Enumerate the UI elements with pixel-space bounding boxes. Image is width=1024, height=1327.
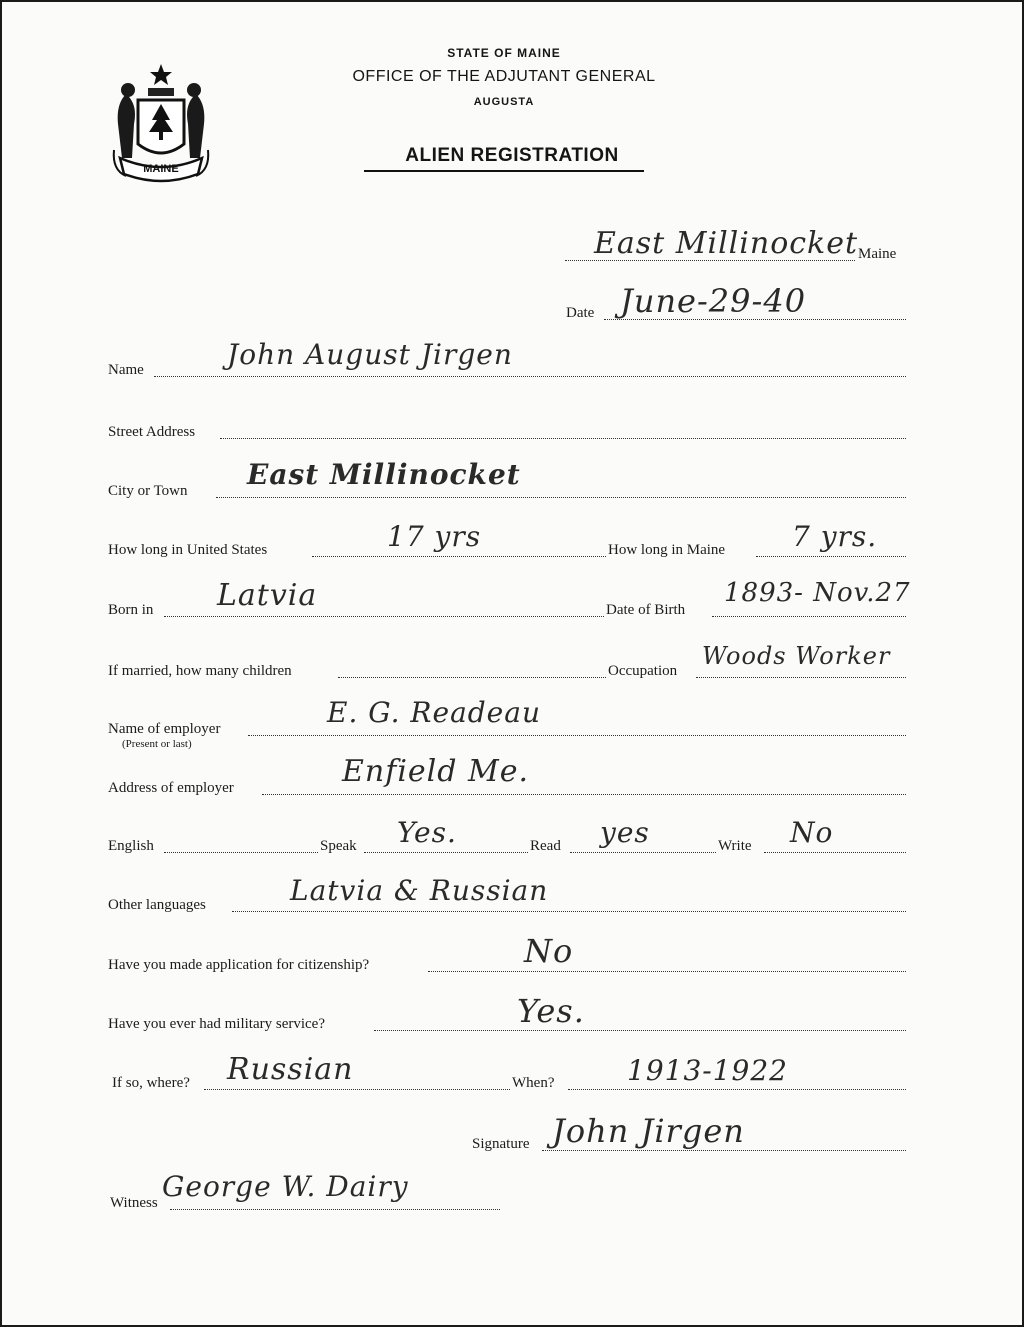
employer-value: E. G. Readeau (327, 696, 541, 729)
employer-address-value: Enfield Me. (342, 754, 530, 789)
name-value: John August Jirgen (227, 338, 513, 371)
street-line (220, 438, 906, 439)
maine-label: How long in Maine (608, 542, 726, 558)
city-line (216, 497, 906, 498)
military-label: Have you ever had military service? (108, 1016, 325, 1032)
signature-line (542, 1150, 906, 1151)
occupation-label: Occupation (608, 663, 678, 679)
occupation-value: Woods Worker (702, 642, 891, 670)
us-label: How long in United States (108, 542, 268, 558)
born-label: Born in (108, 602, 154, 618)
read-value: yes (600, 816, 650, 849)
office-heading: OFFICE OF THE ADJUTANT GENERAL (352, 68, 656, 85)
town-value: East Millinocket (594, 226, 859, 261)
speak-value: Yes. (397, 816, 457, 849)
other-languages-line (232, 911, 906, 912)
when-line (568, 1089, 906, 1090)
citizenship-value: No (524, 932, 574, 970)
witness-value: George W. Dairy (162, 1170, 409, 1203)
military-line (374, 1030, 906, 1031)
other-languages-value: Latvia & Russian (290, 874, 549, 907)
english-label: English (108, 838, 154, 854)
english-line (164, 852, 318, 853)
date-value: June-29-40 (620, 282, 807, 320)
read-line (570, 852, 716, 853)
date-label: Date (566, 305, 595, 321)
write-line (764, 852, 906, 853)
seal-text: MAINE (143, 163, 179, 175)
witness-line (170, 1209, 500, 1210)
citizenship-line (428, 971, 906, 972)
speak-label: Speak (320, 838, 357, 854)
employer-line (248, 735, 906, 736)
read-label: Read (530, 838, 561, 854)
employer-label: Name of employer (108, 721, 221, 737)
dob-line (712, 616, 906, 617)
where-line (204, 1089, 510, 1090)
write-value: No (790, 816, 834, 849)
city-value: East Millinocket (247, 458, 521, 491)
other-languages-label: Other languages (108, 897, 206, 913)
name-label: Name (108, 362, 144, 378)
street-label: Street Address (108, 424, 196, 440)
name-line (154, 376, 906, 377)
signature-label: Signature (472, 1136, 530, 1152)
form-title: ALIEN REGISTRATION (405, 145, 619, 166)
employer-sublabel: (Present or last) (122, 738, 192, 750)
signature-value: John Jirgen (552, 1112, 745, 1150)
dob-label: Date of Birth (606, 602, 686, 618)
us-line (312, 556, 606, 557)
witness-label: Witness (110, 1195, 158, 1211)
when-value: 1913-1922 (627, 1054, 788, 1087)
born-line (164, 616, 604, 617)
maine-value: 7 yrs. (792, 520, 878, 553)
city-label: City or Town (108, 483, 188, 499)
born-value: Latvia (217, 578, 318, 613)
where-value: Russian (227, 1052, 354, 1087)
title-underline (364, 170, 644, 172)
write-label: Write (718, 838, 752, 854)
children-label: If married, how many children (108, 663, 292, 679)
employer-address-label: Address of employer (108, 780, 234, 796)
town-suffix: Maine (858, 246, 897, 262)
military-value: Yes. (517, 992, 585, 1030)
citizenship-label: Have you made application for citizenship? (108, 957, 370, 973)
us-value: 17 yrs (387, 520, 482, 553)
speak-line (364, 852, 528, 853)
state-heading: STATE OF MAINE (447, 46, 561, 60)
occupation-line (696, 677, 906, 678)
maine-line (756, 556, 906, 557)
dob-value: 1893- Nov.27 (724, 578, 911, 608)
employer-address-line (262, 794, 906, 795)
children-line (338, 677, 606, 678)
city-heading: AUGUSTA (473, 96, 535, 108)
where-label: If so, where? (112, 1075, 190, 1091)
when-label: When? (512, 1075, 555, 1091)
